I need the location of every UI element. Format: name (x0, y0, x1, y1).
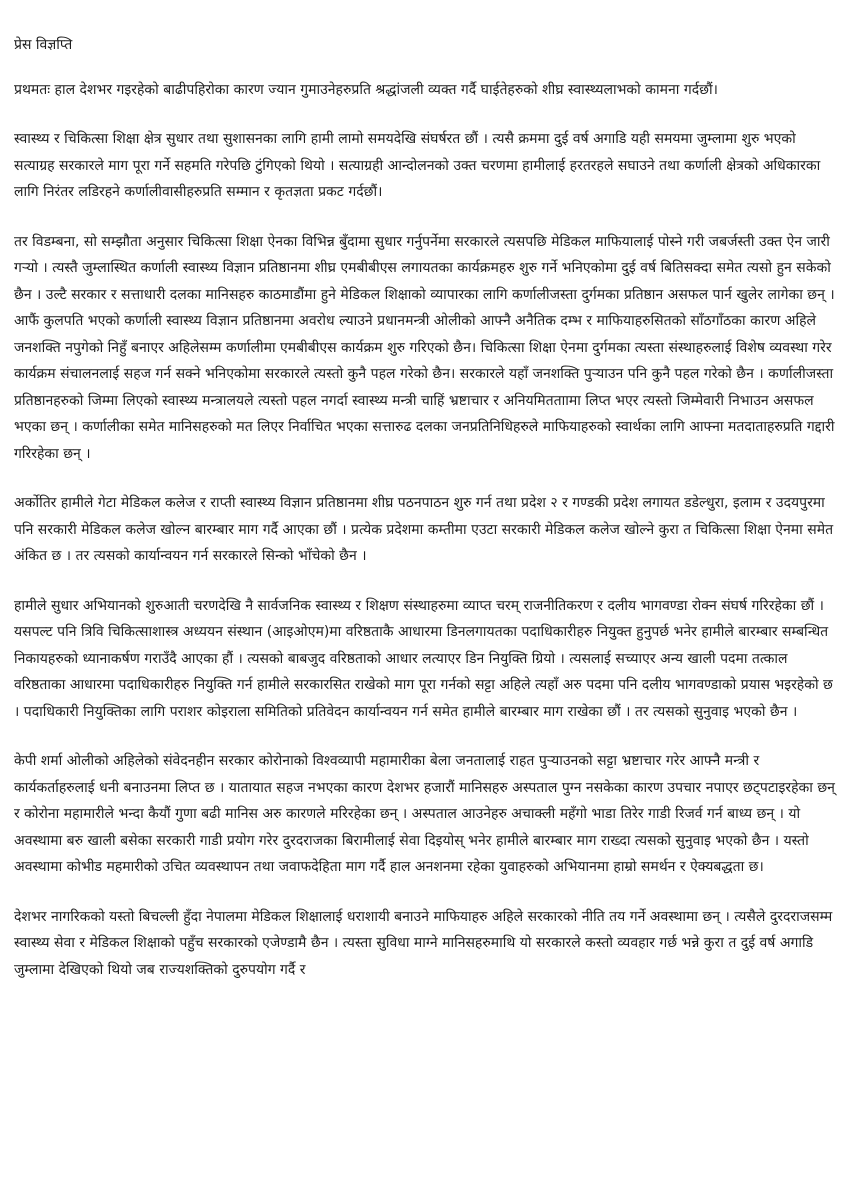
paragraph-medical-colleges: अर्कोतिर हामीले गेटा मेडिकल कलेज र राप्ती स्वास्थ्य विज्ञान प्रतिष्ठानमा शीघ्र पठनपाठन शुरु गर्न तथा प्रदेश २ र गण्डकी प्रदेश लगायत डडेल्धुरा, इलाम र उदयपुरमा पनि सरकारी मेडिकल कलेज खोल्न बारम्बार माग गर्दै आएका छौं । प्रत्येक प्रदेशमा कम्तीमा एउटा सरकारी मेडिकल कलेज खोल्ने कुरा त चिकित्सा शिक्षा ऐनमा समेत अंकित छ । तर त्यसको कार्यान्वयन गर्न सरकारले सिन्को भाँचेको छैन । (14, 495, 834, 564)
paragraph-struggle-history: स्वास्थ्य र चिकित्सा शिक्षा क्षेत्र सुधार तथा सुशासनका लागि हामी लामो समयदेखि संघर्षरत छौं । त्यसै क्रममा दुई वर्ष अगाडि यही समयमा जुम्लामा शुरु भएको सत्याग्रह सरकारले माग पूरा गर्ने सहमति गरेपछि टुंगिएको थियो । सत्याग्रही आन्दोलनको उक्त चरणमा हामीलाई हरतरहले सघाउने तथा कर्णाली क्षेत्रको अधिकारका लागि निरंतर लडिरहने कर्णालीवासीहरुप्रति सम्मान र कृतज्ञता प्रकट गर्दछौं। (14, 131, 821, 200)
paragraph-condolence: प्रथमतः हाल देशभर गइरहेको बाढीपहिरोका कारण ज्यान गुमाउनेहरुप्रति श्रद्धांजली व्यक्त गर्दै घाईतेहरुको शीघ्र स्वास्थ्यलाभको कामना गर्दछौं। (14, 81, 718, 98)
paragraph-mafia-policy: देशभर नागरिकको यस्तो बिचल्ली हुँदा नेपालमा मेडिकल शिक्षालाई धराशायी बनाउने माफियाहरु अहिले सरकारको नीति तय गर्ने अवस्थामा छन् । त्यसैले दुरदराजसम्म स्वास्थ्य सेवा र मेडिकल शिक्षाको पहुँच सरकारको एजेण्डामै छैन । त्यस्ता सुविधा माग्ने मानिसहरुमाथि यो सरकारले कस्तो व्यवहार गर्छ भन्ने कुरा त दुई वर्ष अगाडि जुम्लामा देखिएको थियो जब राज्यशक्तिको दुरुपयोग गर्दै र (14, 908, 833, 978)
paragraph-karnali-agreement: तर विडम्बना, सो सम्झौता अनुसार चिकित्सा शिक्षा ऐनका विभिन्न बुँदामा सुधार गर्नुपर्नेमा सरकारले त्यसपछि मेडिकल माफियालाई पोस्ने गरी जबर्जस्ती उक्त ऐन जारी गर्‍यो । त्यस्तै जुम्लास्थित कर्णाली स्वास्थ्य विज्ञान प्रतिष्ठानमा शीघ्र एमबीबीएस लगायतका कार्यक्रमहरु शुरु गर्ने भनिएकोमा दुई वर्ष बितिसक्दा समेत त्यसो हुन सकेको छैन । उल्टै सरकार र सत्ताधारी दलका मानिसहरु काठमाडौंमा हुने मेडिकल शिक्षाको व्यापारका लागि कर्णालीजस्ता दुर्गमका प्रतिष्ठान असफल पार्न खुलेर लागेका छन् । आफैं कुलपति भएको कर्णाली स्वास्थ्य विज्ञान प्रतिष्ठानमा अवरोध ल्याउने प्रधानमन्त्री ओलीको आफ्नै अनैतिक दम्भ र माफियाहरुसितको साँठगाँठका कारण अहिले जनशक्ति नपुगेको निहुँ बनाएर अहिलेसम्म कर्णालीमा एमबीबीएस कार्यक्रम शुरु गरिएको छैन। चिकित्सा शिक्षा ऐनमा दुर्गमका त्यस्ता संस्थाहरुलाई विशेष व्यवस्था गरेर कार्यक्रम संचालनलाई सहज गर्न सक्ने भनिएकोमा सरकारले त्यस्तो कुनै पहल गरेको छैन। सरकारले यहाँ जनशक्ति पुर्‍याउन पनि कुनै पहल गरेको छैन । कर्णालीजस्ता प्रतिष्ठानहरुको जिम्मा लिएको स्वास्थ्य मन्त्रालयले त्यस्तो पहल नगर्दा स्वास्थ्य मन्त्री चाहिं भ्रष्टाचार र अनियमितताामा लिप्त भएर त्यस्तो जिम्मेवारी निभाउन असफल भएका छन् । कर्णालीका समेत मानिसहरुको मत लिएर निर्वाचित भएका सत्तारुढ दलका जनप्रतिनिधिहरुले माफियाहरुको स्वार्थका लागि आफ्ना मतदाताहरुप्रति गद्दारी गरिरहेका छन् । (14, 233, 835, 462)
paragraph-iom-appointments: हामीले सुधार अभियानको शुरुआती चरणदेखि नै सार्वजनिक स्वास्थ्य र शिक्षण संस्थाहरुमा व्याप्त चरम् राजनीतिकरण र दलीय भागवण्डा रोक्न संघर्ष गरिरहेका छौं । यसपल्ट पनि त्रिवि चिकित्साशास्त्र अध्ययन संस्थान (आइओएम)मा वरिष्ठताकै आधारमा डिनलगायतका पदाधिकारीहरु नियुक्त हुनुपर्छ भनेर हामीले बारम्बार सम्बन्धित निकायहरुको ध्यानाकर्षण गराउँदै आएका हौं । त्यसको बाबजुद वरिष्ठताको आधार लत्याएर डिन नियुक्ति ग्रियो । त्यसलाई सच्याएर अन्य खाली पदमा तत्काल वरिष्ठताका आधारमा पदाधिकारीहरु नियुक्ति गर्न हामीले सरकारसित राखेको माग पूरा गर्नको सट्टा अहिले त्यहाँ अरु पदमा पनि दलीय भागवण्डाको प्रयास भइरहेको छ । पदाधिकारी नियुक्तिका लागि पराशर कोइराला समितिको प्रतिवेदन कार्यान्वयन गर्न समेत हामीले बारम्बार माग राखेका छौं । तर त्यसको सुनुवाइ भएको छैन । (14, 597, 833, 720)
document-title: प्रेस विज्ञप्ति (14, 37, 73, 53)
paragraph-covid-government: केपी शर्मा ओलीको अहिलेको संवेदनहीन सरकार कोरोनाको विश्वव्यापी महामारीका बेला जनतालाई राहत पुर्‍याउनको सट्टा भ्रष्टाचार गरेर आफ्नै मन्त्री र कार्यकर्ताहरुलाई धनी बनाउनमा लिप्त छ । यातायात सहज नभएका कारण देशभर हजारौं मानिसहरु अस्पताल पुग्न नसकेका कारण उपचार नपाएर छट्पटाइरहेका छन् र कोरोना महामारीले भन्दा कैयौं गुणा बढी मानिस अरु कारणले मरिरहेका छन् । अस्पताल आउनेहरु अचाक्ली महँगो भाडा तिरेर गाडी रिजर्व गर्न बाध्य छन् । यो अवस्थामा बरु खाली बसेका सरकारी गाडी प्रयोग गरेर दुरदराजका बिरामीलाई सेवा दिइयोस् भनेर हामीले बारम्बार माग राख्दा त्यसको सुनुवाइ भएको छैन । यस्तो अवस्थामा कोभीड महमारीको उचित व्यवस्थापन तथा जवाफदेहिता माग गर्दै हाल अनशनमा रहेका युवाहरुको अभियानमा हाम्रो समर्थन र ऐक्यबद्धता छ। (14, 753, 835, 875)
